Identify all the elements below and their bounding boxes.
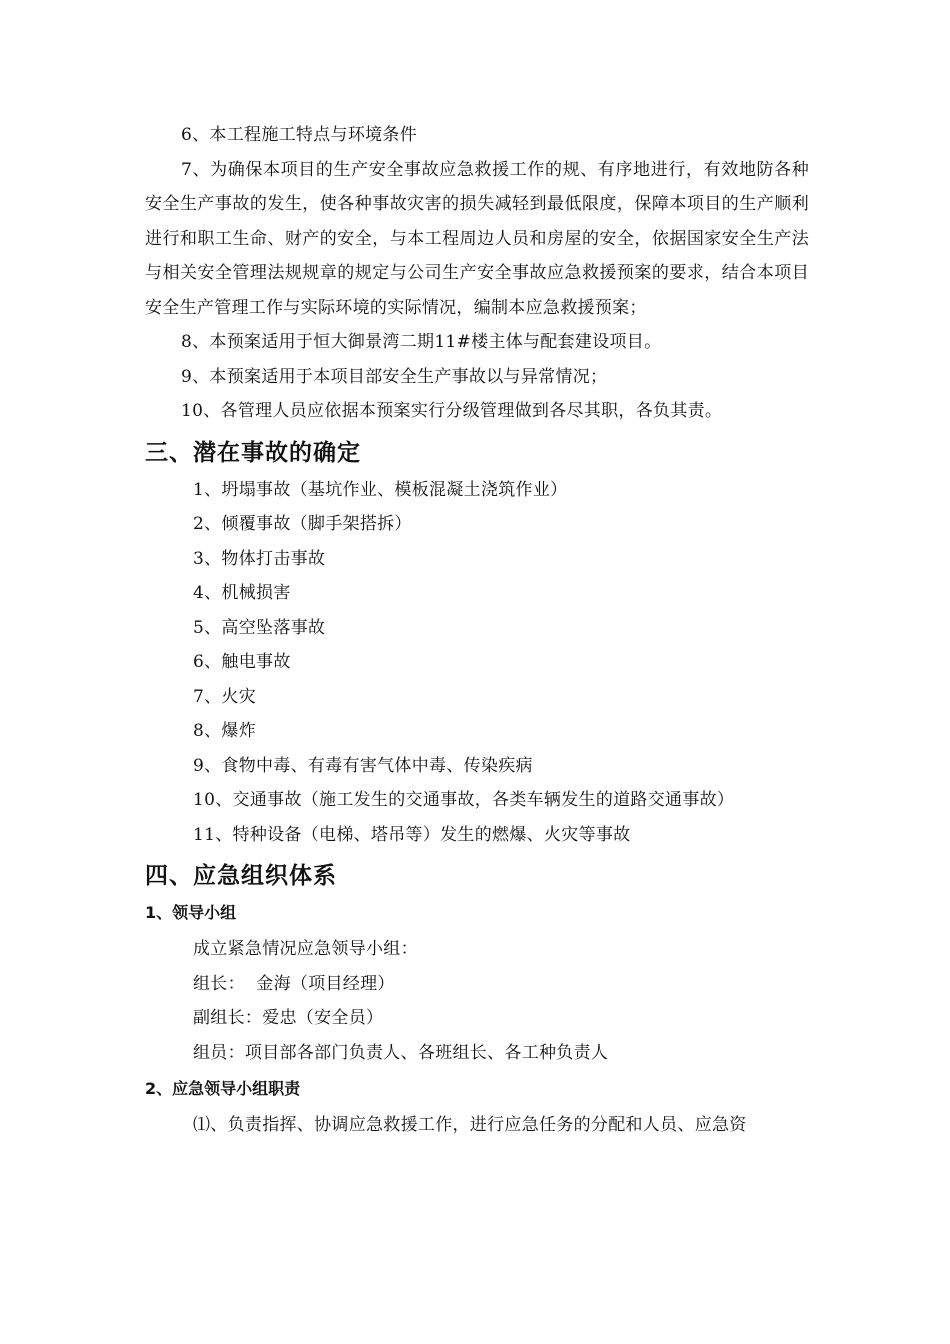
section-heading-emergency-organization: 四、应急组织体系: [145, 863, 337, 889]
list-item: 1、坍塌事故（基坑作业、模板混凝土浇筑作业）: [193, 479, 568, 500]
leadership-duties-list: [145, 1108, 809, 1143]
document-body: [145, 118, 809, 1143]
paragraph-item-7: 7、为确保本项目的生产安全事故应急救援工作的规、有序地进行，有效地防各种安全生产事故的发生，使各种事故灾害的损失减轻到最低限度，保障本项目的生产顺利进行和职工生命、财产的安全，与本工程周边人员和房屋的安全，依据国家安全生产法与相关安全管理法规规章的规定与公司生产安全事故应急救援预案的要求，结合本项目安全生产管理工作与实际环境的实际情况，编制本应急救援预案；: [145, 159, 809, 318]
list-item: 7、火灾: [193, 686, 257, 707]
list-item: 组员：项目部各部门负责人、各班组长、各工种负责人: [193, 1042, 609, 1063]
list-item: 组长： 金海（项目经理）: [193, 973, 395, 994]
subheading-leadership-duties: 2、应急领导小组职责: [145, 1079, 301, 1098]
section-heading-potential-accidents: 三、潜在事故的确定: [145, 439, 361, 466]
list-item: 8、爆炸: [193, 721, 257, 741]
list-item: 4、机械损害: [193, 583, 291, 603]
list-item: 10、交通事故（施工发生的交通事故，各类车辆发生的道路交通事故）: [193, 790, 735, 810]
list-item: 11、特种设备（电梯、塔吊等）发生的燃爆、火灾等事故: [193, 824, 631, 845]
paragraph-item-8: 8、本预案适用于恒大御景湾二期11#楼主体与配套建设项目。: [181, 332, 662, 352]
potential-accidents-list: [145, 473, 809, 853]
paragraph-item-6: 6、本工程施工特点与环境条件: [181, 125, 418, 145]
list-item: 9、食物中毒、有毒有害气体中毒、传染疾病: [193, 755, 533, 776]
paragraph-item-10: 10、各管理人员应依据本预案实行分级管理做到各尽其职，各负其责。: [181, 401, 723, 421]
list-item: 5、高空坠落事故: [193, 617, 326, 638]
subheading-leadership-group: 1、领导小组: [145, 903, 237, 922]
list-item: 3、物体打击事故: [193, 548, 326, 569]
list-item: 2、倾覆事故（脚手架搭拆）: [193, 514, 412, 534]
list-item: 成立紧急情况应急领导小组：: [193, 939, 418, 959]
list-item: 6、触电事故: [193, 652, 291, 672]
paragraph-item-9: 9、本预案适用于本项目部安全生产事故以与异常情况；: [181, 366, 608, 387]
leadership-group-list: [145, 932, 809, 1070]
list-item: 副组长：爱忠（安全员）: [193, 1008, 384, 1028]
list-item: ⑴、负责指挥、协调应急救援工作，进行应急任务的分配和人员、应急资: [193, 1115, 747, 1135]
